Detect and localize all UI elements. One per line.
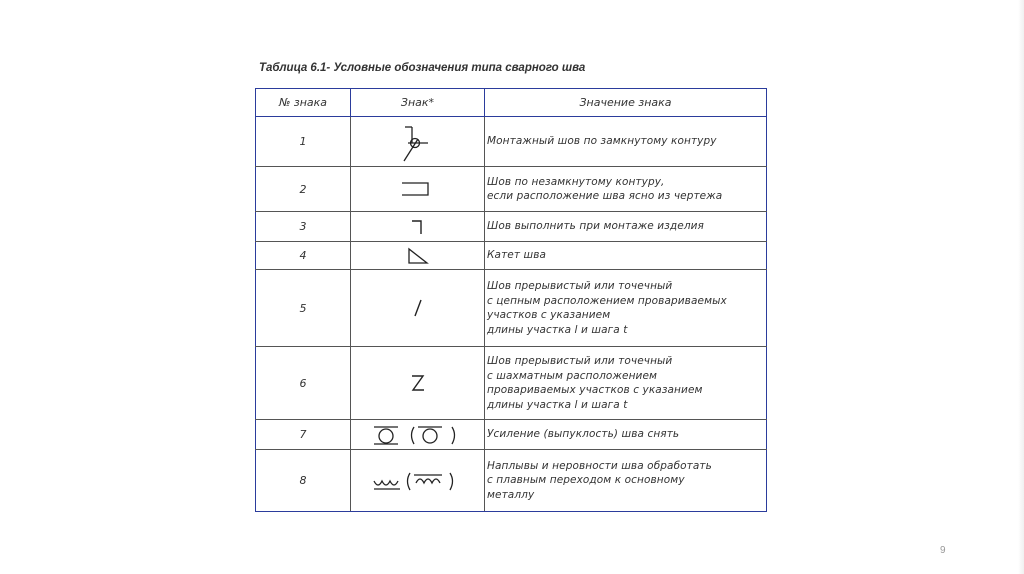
row-sign: [351, 347, 485, 420]
meaning-line: Усиление (выпуклость) шва снять: [487, 428, 680, 441]
meaning-line: с шахматным расположением: [487, 369, 658, 382]
row-number: 6: [256, 347, 351, 420]
header-sign-number: № знака: [256, 89, 351, 117]
meaning-line: участков с указанием: [487, 309, 611, 321]
meaning-line: если расположение шва ясно из чертежа: [487, 190, 723, 202]
table-row: [256, 420, 767, 450]
table-row: [256, 167, 767, 212]
slash-icon: [408, 297, 428, 319]
header-sign: Знак*: [351, 89, 485, 117]
meaning-line: металлу: [487, 488, 535, 501]
row-number: 4: [256, 242, 351, 270]
meaning-line: провариваемых участков с указанием: [487, 384, 703, 396]
row-number: 1: [256, 117, 351, 167]
row-meaning: [485, 212, 767, 242]
table-row: [256, 347, 767, 420]
header-sign-meaning: Значение знака: [485, 89, 767, 117]
page-number: 9: [940, 545, 946, 556]
fillet-triangle-icon: [403, 246, 433, 266]
row-meaning: [485, 242, 767, 270]
table-row: [256, 212, 767, 242]
meaning-line: с плавным переходом к основному: [487, 474, 685, 487]
row-meaning: [485, 347, 767, 420]
meaning-line: длины участка l и шага t: [487, 398, 628, 411]
field-weld-closed-contour-icon: [398, 119, 438, 165]
table-row: [256, 450, 767, 512]
meaning-line: Монтажный шов по замкнутому контуру: [487, 135, 717, 148]
row-sign: [351, 167, 485, 212]
weld-symbols-table: [255, 88, 767, 512]
row-number: 8: [256, 450, 351, 512]
meaning-line: Наплывы и неровности шва обработать: [487, 459, 712, 472]
meaning-line: Катет шва: [487, 249, 547, 262]
flag-corner-icon: [408, 217, 428, 237]
table-row: [256, 242, 767, 270]
row-sign: [351, 450, 485, 512]
table-header-row: [256, 89, 767, 117]
row-meaning: [485, 270, 767, 347]
meaning-line: Шов прерывистый или точечный: [487, 280, 673, 292]
row-sign: [351, 270, 485, 347]
row-meaning: [485, 167, 767, 212]
row-number: 3: [256, 212, 351, 242]
row-meaning: [485, 117, 767, 167]
slide-edge: [1018, 0, 1024, 574]
table-row: [256, 117, 767, 167]
table-row: [256, 270, 767, 347]
row-sign: [351, 212, 485, 242]
row-sign: [351, 117, 485, 167]
meaning-line: Шов прерывистый или точечный: [487, 355, 673, 367]
row-number: 2: [256, 167, 351, 212]
row-meaning: [485, 420, 767, 450]
meaning-line: с цепным расположением провариваемых: [487, 294, 727, 307]
meaning-line: длины участка l и шага t: [487, 323, 628, 336]
open-contour-bracket-icon: [398, 179, 438, 199]
row-sign: [351, 420, 485, 450]
meaning-line: Шов по незамкнутому контуру,: [487, 175, 665, 188]
sagging-finish-icon: [370, 469, 466, 493]
row-number: 5: [256, 270, 351, 347]
row-sign: [351, 242, 485, 270]
row-number: 7: [256, 420, 351, 450]
z-letter-icon: [408, 372, 428, 394]
reinforcement-removal-icon: [370, 423, 466, 447]
row-meaning: [485, 450, 767, 512]
meaning-line: Шов выполнить при монтаже изделия: [487, 220, 704, 233]
table-caption: Таблица 6.1- Условные обозначения типа сварного шва: [259, 62, 586, 74]
